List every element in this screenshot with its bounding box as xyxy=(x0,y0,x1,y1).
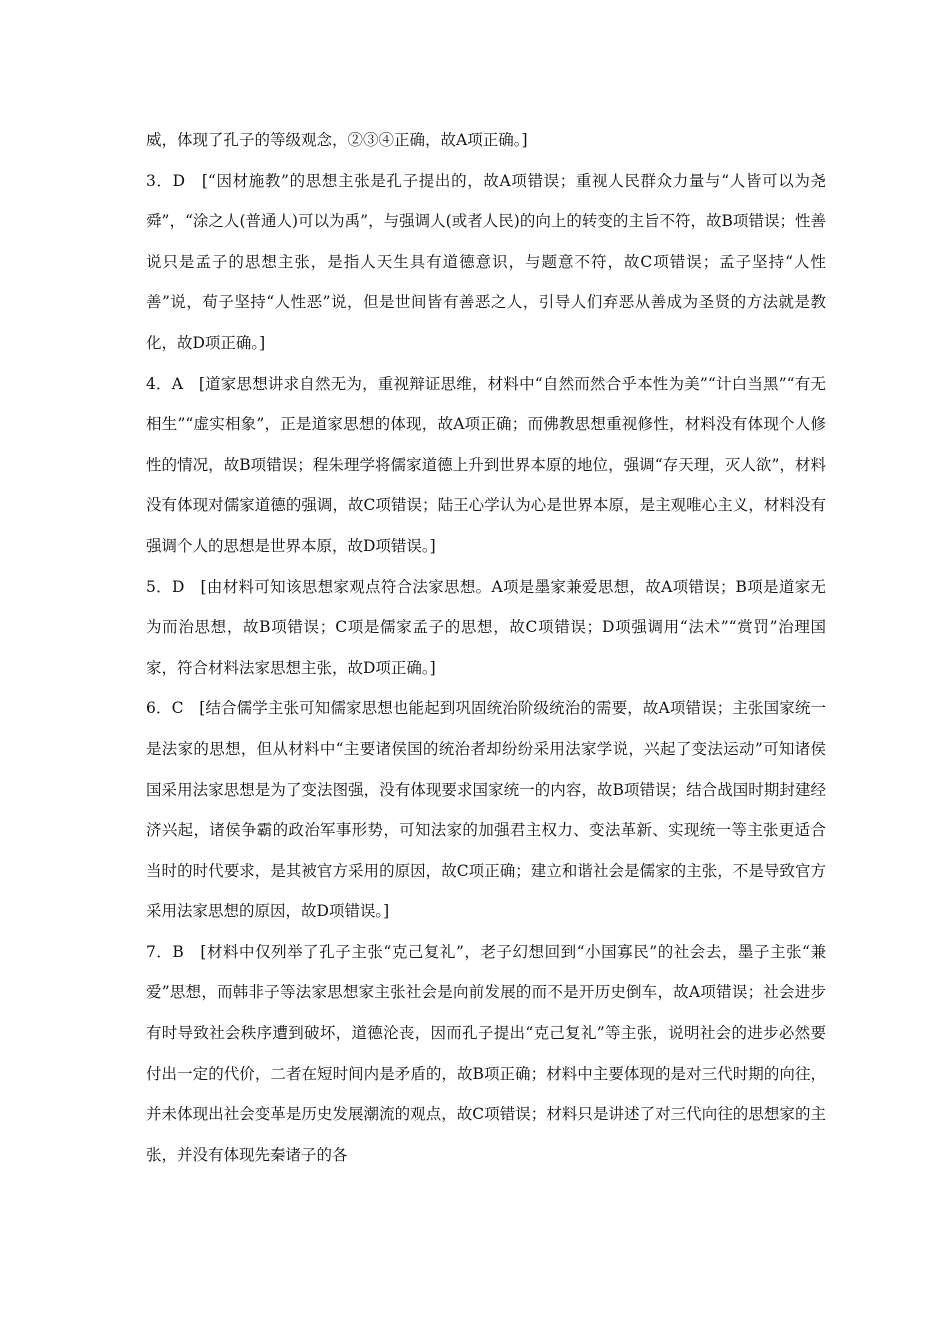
answer-page xyxy=(146,120,826,1175)
answer-2-continuation: 威，体现了孔子的等级观念，②③④正确，故A项正确。] xyxy=(146,131,528,149)
answer-6: 6．C [结合儒学主张可知儒家思想也能起到巩固统治阶级统治的需要，故A项错误；主张国家统一是法家的思想，但从材料中“主要诸侯国的统治者却纷纷采用法家学说，兴起了变法运动”可知诸侯国采用法家思想是为了变法图强，没有体现要求国家统一的内容，故B项错误；结合战国时期封建经济兴起，诸侯争霸的政治军事形势，可知法家的加强君主权力、变法革新、实现统一等主张更适合当时的时代要求，是其被官方采用的原因，故C项正确；建立和谐社会是儒家的主张，不是导致官方采用法家思想的原因，故D项错误。] xyxy=(146,699,826,921)
answer-4: 4．A [道家思想讲求自然无为，重视辩证思维，材料中“自然而然合乎本性为美”“计白当黑”“有无相生”“虚实相象”，正是道家思想的体现，故A项正确；而佛教思想重视修性，材料没有体现个人修性的情况，故B项错误；程朱理学将儒家道德上升到世界本原的地位，强调“存天理，灭人欲”，材料没有体现对儒家道德的强调，故C项错误；陆王心学认为心是世界本原，是主观唯心主义，材料没有强调个人的思想是世界本原，故D项错误。] xyxy=(146,374,826,555)
answer-7: 7．B [材料中仅列举了孔子主张“克己复礼”，老子幻想回到“小国寡民”的社会去，墨子主张“兼爱”思想，而韩非子等法家思想家主张社会是向前发展的而不是开历史倒车，故A项错误；社会进步有时导致社会秩序遭到破坏，道德沦丧，因而孔子提出“克己复礼”等主张，说明社会的进步必然要付出一定的代价，二者在短时间内是矛盾的，故B项正确；材料中主要体现的是对三代时期的向往，并未体现出社会变革是历史发展潮流的观点，故C项错误；材料只是讲述了对三代向往的思想家的主张，并没有体现先秦诸子的各 xyxy=(146,942,826,1164)
answer-5: 5．D [由材料可知该思想家观点符合法家思想。A项是墨家兼爱思想，故A项错误；B项是道家无为而治思想，故B项错误；C项是儒家孟子的思想，故C项错误；D项强调用“法术”“赏罚”治理国家，符合材料法家思想主张，故D项正确。] xyxy=(146,577,826,677)
answer-3: 3．D [“因材施教”的思想主张是孔子提出的，故A项错误；重视人民群众力量与“人皆可以为尧舜”，“涂之人(普通人)可以为禹”，与强调人(或者人民)的向上的转变的主旨不符，故B项错误；性善说只是孟子的思想主张，是指人天生具有道德意识，与题意不符，故C项错误；孟子坚持“人性善”说，荀子坚持“人性恶”说，但是世间皆有善恶之人，引导人们弃恶从善成为圣贤的方法就是教化，故D项正确。] xyxy=(146,171,826,352)
